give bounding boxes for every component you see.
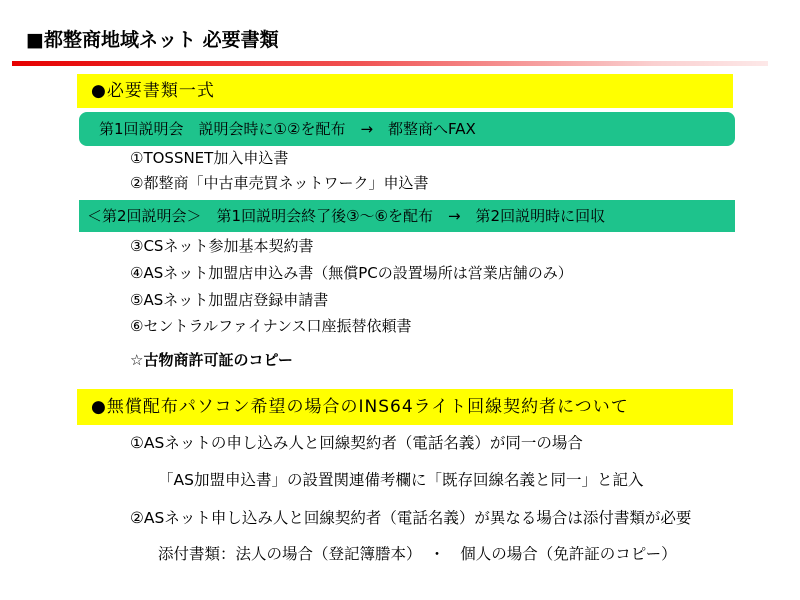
document-item-2: ②都整商「中古車売買ネットワーク」申込書 [130, 174, 429, 192]
section1-heading: ●必要書類一式 [77, 74, 733, 108]
case2-detail: 添付書類：法人の場合（登記簿謄本） ・ 個人の場合（免許証のコピー） [158, 545, 677, 563]
case2-text: ②ASネット申し込み人と回線契約者（電話名義）が異なる場合は添付書類が必要 [130, 509, 692, 527]
section2-heading: ●無償配布パソコン希望の場合のINS64ライト回線契約者について [77, 389, 733, 425]
slide-title: ■都整商地域ネット 必要書類 [26, 29, 279, 51]
round2-band: ＜第2回説明会＞ 第1回説明会終了後③～⑥を配布 → 第2回説明時に回収 [79, 200, 735, 232]
document-item-1: ①TOSSNET加入申込書 [130, 149, 289, 167]
case1-text: ①ASネットの申し込み人と回線契約者（電話名義）が同一の場合 [130, 434, 583, 452]
document-item-3: ③CSネット参加基本契約書 [130, 237, 314, 255]
case1-detail: 「AS加盟申込書」の設置関連備考欄に「既存回線名義と同一」と記入 [158, 471, 644, 489]
document-item-5: ⑤ASネット加盟店登録申請書 [130, 291, 329, 309]
document-item-6: ⑥セントラルファイナンス口座振替依頼書 [130, 317, 412, 335]
round1-band: 第1回説明会 説明会時に①②を配布 → 都整商へFAX [79, 112, 735, 146]
license-copy-note: ☆古物商許可証のコピー [130, 351, 293, 369]
document-item-4: ④ASネット加盟店申込み書（無償PCの設置場所は営業店舗のみ） [130, 264, 573, 282]
title-underline-bar [12, 61, 768, 66]
